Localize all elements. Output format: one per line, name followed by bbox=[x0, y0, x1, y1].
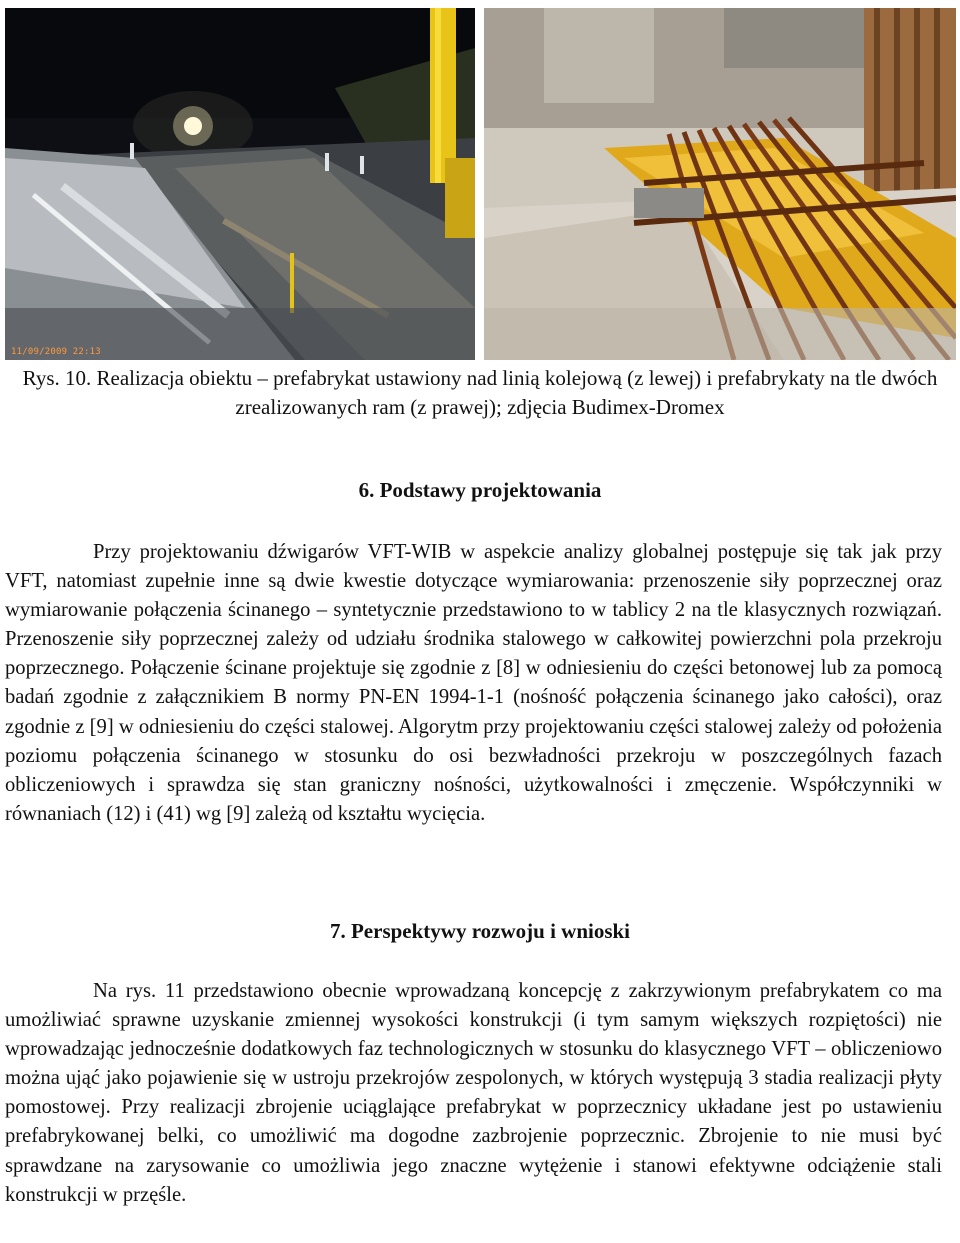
photo-rebar-prefabs bbox=[484, 8, 956, 360]
section-7-paragraph: Na rys. 11 przedstawiono obecnie wprowadzaną koncepcję z zakrzywionym prefabrykatem co ma umożliwiać sprawne uzyskanie zmiennej wysokości konstrukcji (i tym samym większych rozpiętości) nie wprowadzając jednocześnie dodatkowych faz technologicznych w stosunku do klasycznego VFT – obliczeniowo można ująć jako pojawienie się w ustroju przekrojów zespolonych, w których występują 3 stadia realizacji płyty pomostowej. Przy realizacji zbrojenie uciąglające prefabrykat w poprzecznicy układane jest po ustawieniu prefabrykowanej belki, co umożliwić ma dogodne zazbrojenie poprzecznic. Zbrojenie to nie musi być sprawdzane na zarysowanie co umożliwia jego znaczne wytężenie i stanowi efektywne odciążenie stali konstrukcji w przęśle. bbox=[5, 980, 942, 1206]
figure-caption: Rys. 10. Realizacja obiektu – prefabrykat ustawiony nad linią kolejową (z lewej) i prefabrykaty na tle dwóch zrealizowanych ram (z prawej); zdjęcia Budimex-Dromex bbox=[22, 366, 938, 419]
photo-bridge-over-railway bbox=[5, 8, 475, 360]
section-6-paragraph: Przy projektowaniu dźwigarów VFT-WIB w aspekcie analizy globalnej postępuje się tak jak przy VFT, natomiast zupełnie inne są dwie kwestie dotyczące wymiarowania: przenoszenie siły poprzecznej oraz wymiarowanie połączenia ścinanego – syntetycznie przedstawiono to w tablicy 2 na tle klasycznych rozwiązań. Przenoszenie siły poprzecznej zależy od udziału środnika stalowego w całkowitej powierzchni pola przekroju poprzecznego. Połączenie ścinane projektuje się zgodnie z [8] w odniesieniu do części betonowej lub za pomocą badań zgodnie z załącznikiem B normy PN-EN 1994-1-1 (nośność połączenia ścinanego jako całości), oraz zgodnie z [9] w odniesieniu do części stalowej. Algorytm przy projektowaniu części stalowej zależy od położenia poziomu połączenia ścinanego w stosunku do osi bezwładności przekroju w poszczególnych fazach obliczeniowych i sprawdza się stan graniczny nośności, użytkowalności i zmęczenie. Współczynniki w równaniach (12) i (41) wg [9] zależą od kształtu wycięcia. bbox=[5, 541, 942, 825]
section-6-heading: 6. Podstawy projektowania bbox=[358, 478, 602, 502]
section-7-heading: 7. Perspektywy rozwoju i wnioski bbox=[329, 919, 631, 943]
night-construction-photo bbox=[5, 8, 475, 360]
photo-timestamp: 11/09/2009 22:13 bbox=[11, 347, 101, 357]
rebar-construction-photo bbox=[484, 8, 956, 360]
figure-photos bbox=[5, 8, 956, 360]
